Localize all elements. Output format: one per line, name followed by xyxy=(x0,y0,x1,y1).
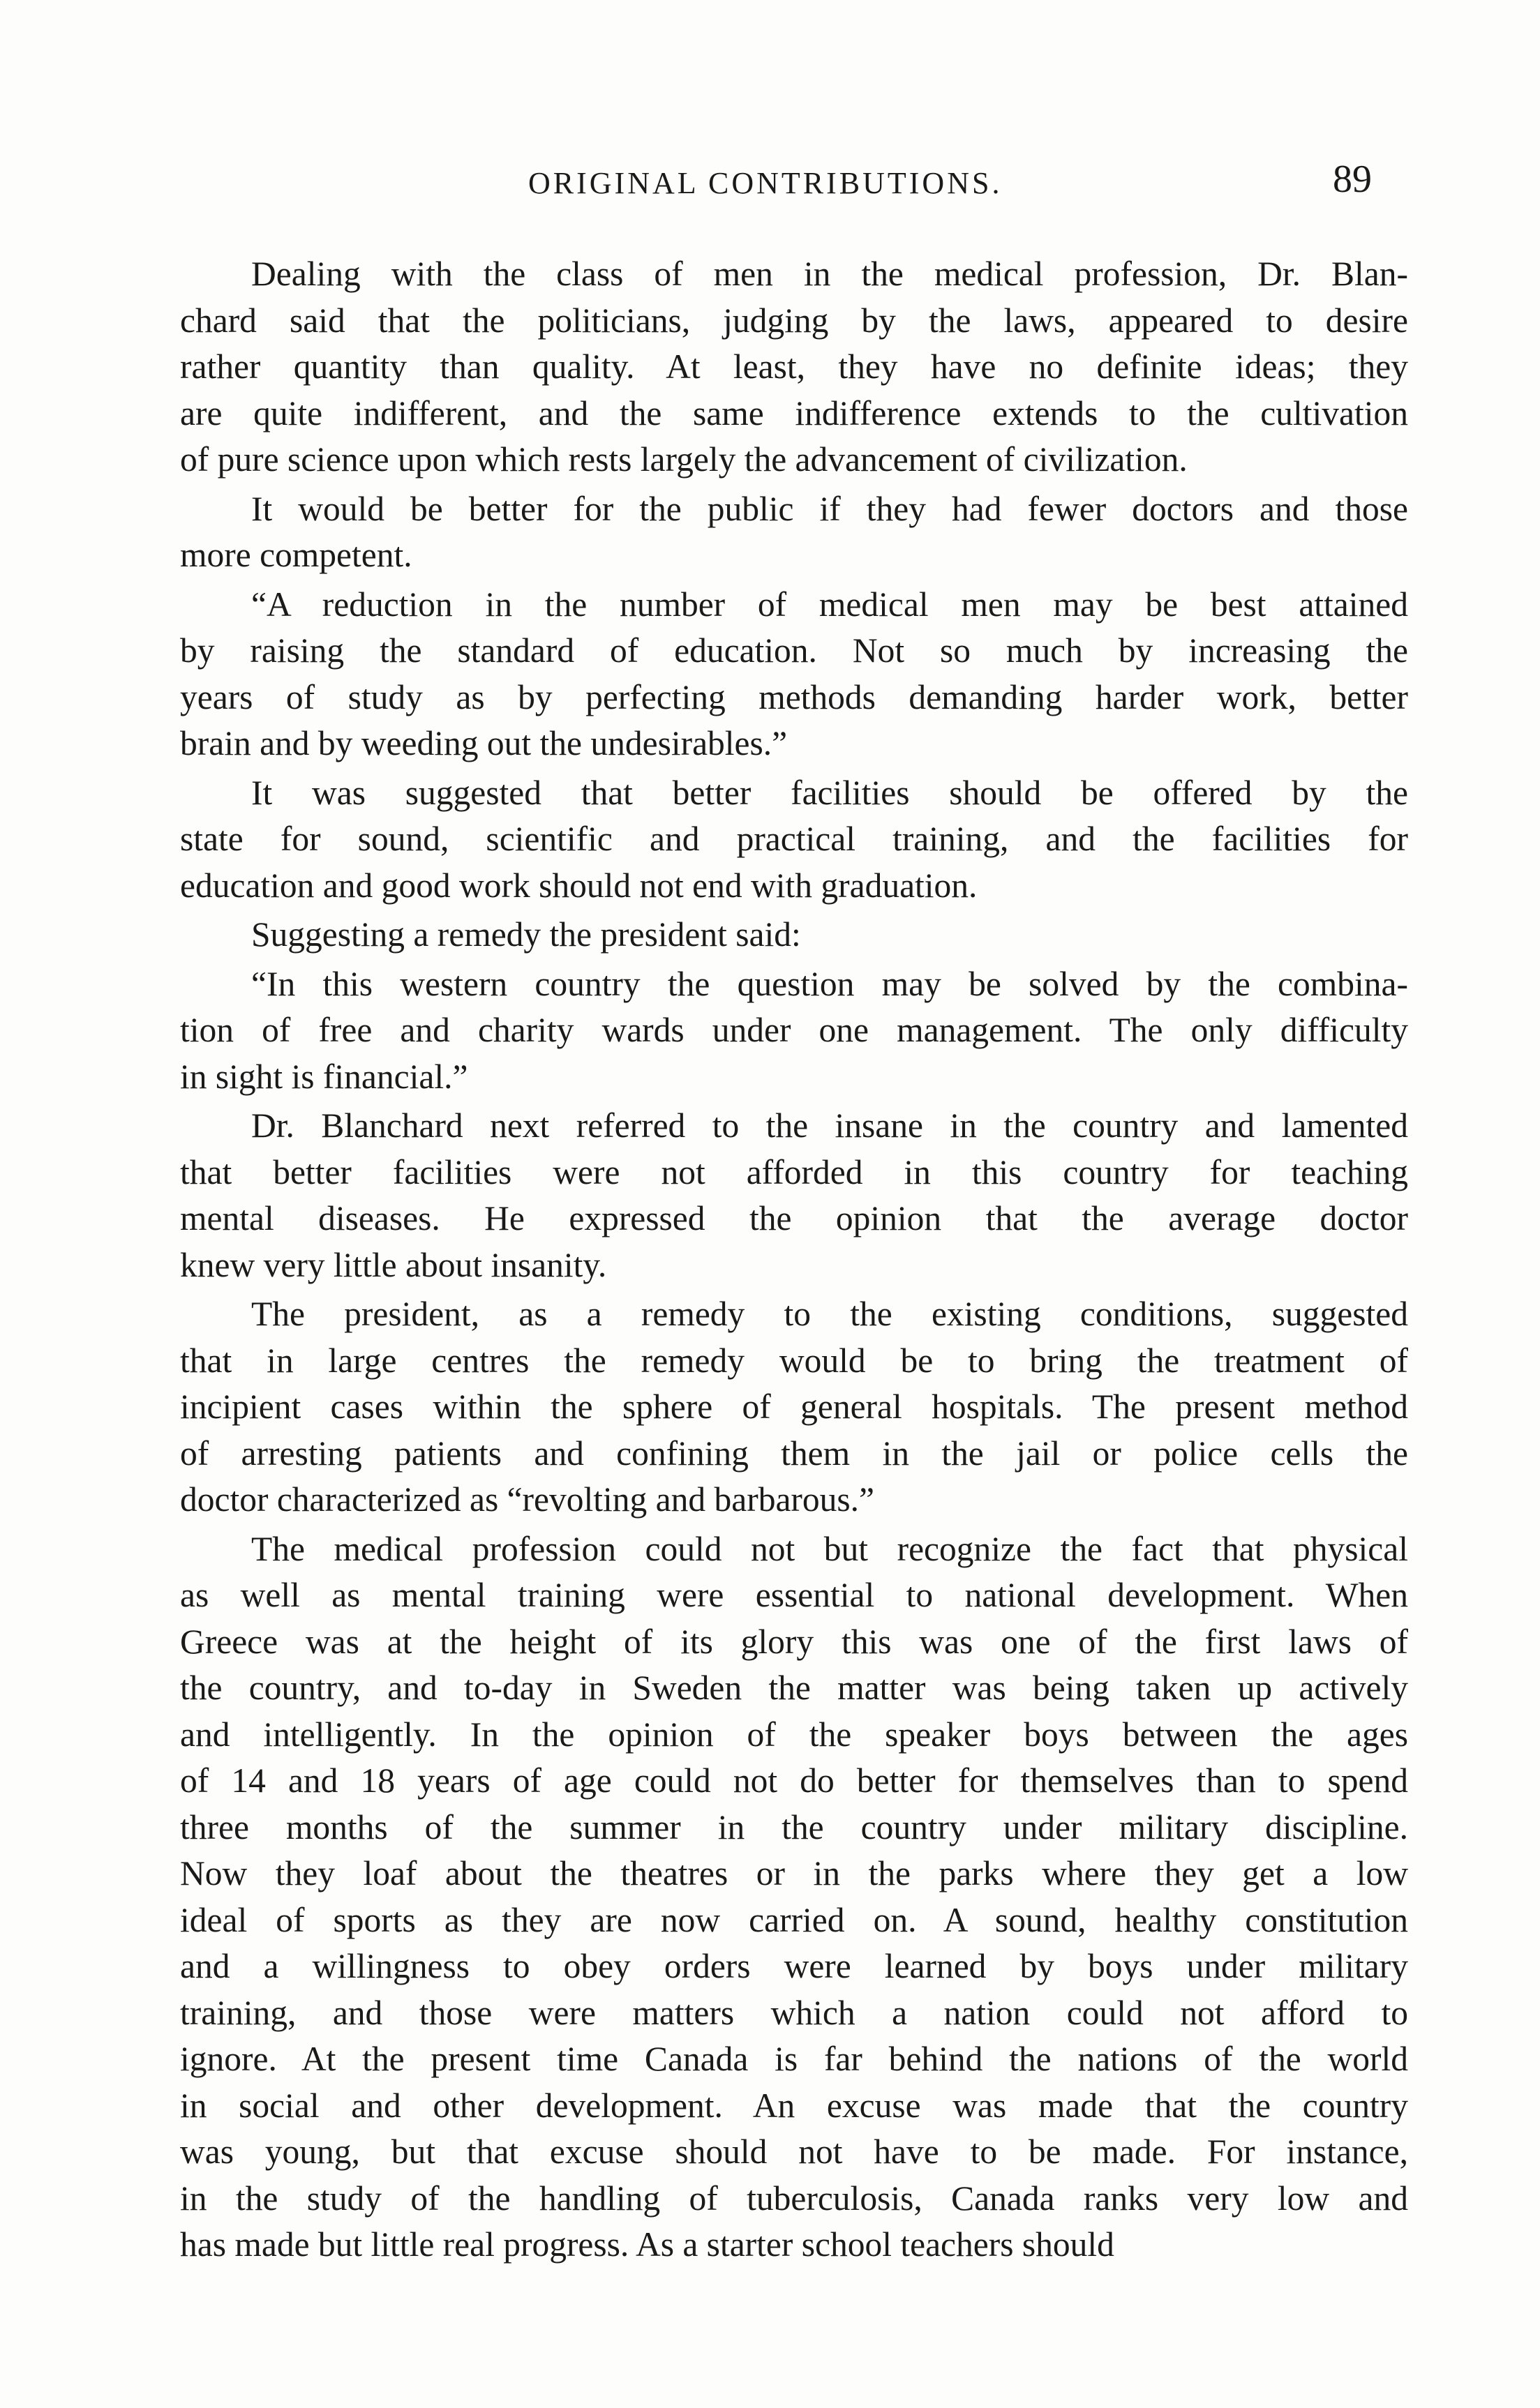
page-number: 89 xyxy=(1333,158,1372,201)
text-line: rather quantity than quality. At least, they have no definite ideas; they xyxy=(180,347,1408,386)
text-line: ignore. At the present time Canada is far behind the nations of the world xyxy=(180,2040,1408,2078)
text-line: are quite indifferent, and the same indifference extends to the cultivation xyxy=(180,393,1408,432)
text-line: incipient cases within the sphere of general hospitals. The present method xyxy=(180,1387,1408,1426)
text-line: Dr. Blanchard next referred to the insane in the country and lamented xyxy=(251,1106,1408,1145)
text-line: in the study of the handling of tuberculosis, Canada ranks very low and xyxy=(180,2179,1408,2218)
paragraph xyxy=(180,1291,1408,1523)
text-line: “In this western country the question may be solved by the combina- xyxy=(251,964,1408,1003)
text-line: in social and other development. An excuse was made that the country xyxy=(180,2086,1408,2125)
text-line: chard said that the politicians, judging by the laws, appeared to desire xyxy=(180,301,1408,340)
paragraph xyxy=(180,251,1408,483)
text-line: the country, and to-day in Sweden the matter was being taken up actively xyxy=(180,1669,1408,1707)
text-line: Greece was at the height of its glory this was one of the first laws of xyxy=(180,1622,1408,1661)
text-line: The president, as a remedy to the existing conditions, suggested xyxy=(251,1295,1408,1333)
text-line: ideal of sports as they are now carried on. A sound, healthy constitution xyxy=(180,1900,1408,1939)
text-line: has made but little real progress. As a starter school teachers should xyxy=(180,2225,1114,2264)
text-line: education and good work should not end with graduation. xyxy=(180,866,978,905)
text-line: “A reduction in the number of medical men may be best attained xyxy=(251,585,1408,624)
text-line: brain and by weeding out the undesirables.” xyxy=(180,724,788,762)
paragraph xyxy=(180,912,1408,958)
text-line: that better facilities were not afforded in this country for teaching xyxy=(180,1152,1408,1191)
text-line: of pure science upon which rests largely the advancement of civilization. xyxy=(180,440,1188,479)
text-line: in sight is financial.” xyxy=(180,1057,468,1096)
paragraph xyxy=(180,486,1408,579)
text-line: It was suggested that better facilities should be offered by the xyxy=(251,773,1408,812)
running-header xyxy=(0,159,1540,208)
paragraph xyxy=(180,770,1408,910)
text-line: more competent. xyxy=(180,536,412,574)
running-title: ORIGINAL CONTRIBUTIONS. xyxy=(528,166,1003,200)
text-line: of arresting patients and confining them in the jail or police cells the xyxy=(180,1433,1408,1473)
paragraph xyxy=(180,961,1408,1101)
text-line: that in large centres the remedy would be to bring the treatment of xyxy=(180,1341,1408,1380)
text-line: three months of the summer in the country under military discipline. xyxy=(180,1807,1408,1846)
text-line: tion of free and charity wards under one management. The only difficulty xyxy=(180,1011,1408,1049)
text-line: mental diseases. He expressed the opinion that the average doctor xyxy=(180,1199,1408,1237)
text-line: doctor characterized as “revolting and barbarous.” xyxy=(180,1480,875,1519)
text-line: Suggesting a remedy the president said: xyxy=(251,915,801,954)
text-line: The medical profession could not but recognize the fact that physical xyxy=(251,1529,1408,1568)
text-line: training, and those were matters which a nation could not afford to xyxy=(180,1993,1408,2032)
body-text xyxy=(180,251,1408,2268)
text-line: was young, but that excuse should not have to be made. For instance, xyxy=(180,2132,1408,2171)
text-line: knew very little about insanity. xyxy=(180,1245,607,1284)
text-line: Dealing with the class of men in the medical profession, Dr. Blan- xyxy=(251,255,1408,293)
text-line: years of study as by perfecting methods demanding harder work, better xyxy=(180,677,1408,716)
text-line: and intelligently. In the opinion of the speaker boys between the ages xyxy=(180,1715,1408,1754)
text-line: and a willingness to obey orders were learned by boys under military xyxy=(180,1947,1408,1985)
text-line: state for sound, scientific and practical training, and the facilities for xyxy=(180,820,1408,858)
text-line: as well as mental training were essential to national development. When xyxy=(180,1576,1408,1614)
text-line: It would be better for the public if they had fewer doctors and those xyxy=(251,489,1408,528)
text-line: of 14 and 18 years of age could not do better for themselves than to spend xyxy=(180,1761,1408,1800)
text-line: Now they loaf about the theatres or in the parks where they get a low xyxy=(180,1854,1408,1892)
paragraph xyxy=(180,582,1408,767)
paragraph xyxy=(180,1526,1408,2268)
paragraph xyxy=(180,1103,1408,1288)
text-line: by raising the standard of education. Not so much by increasing the xyxy=(180,631,1408,670)
